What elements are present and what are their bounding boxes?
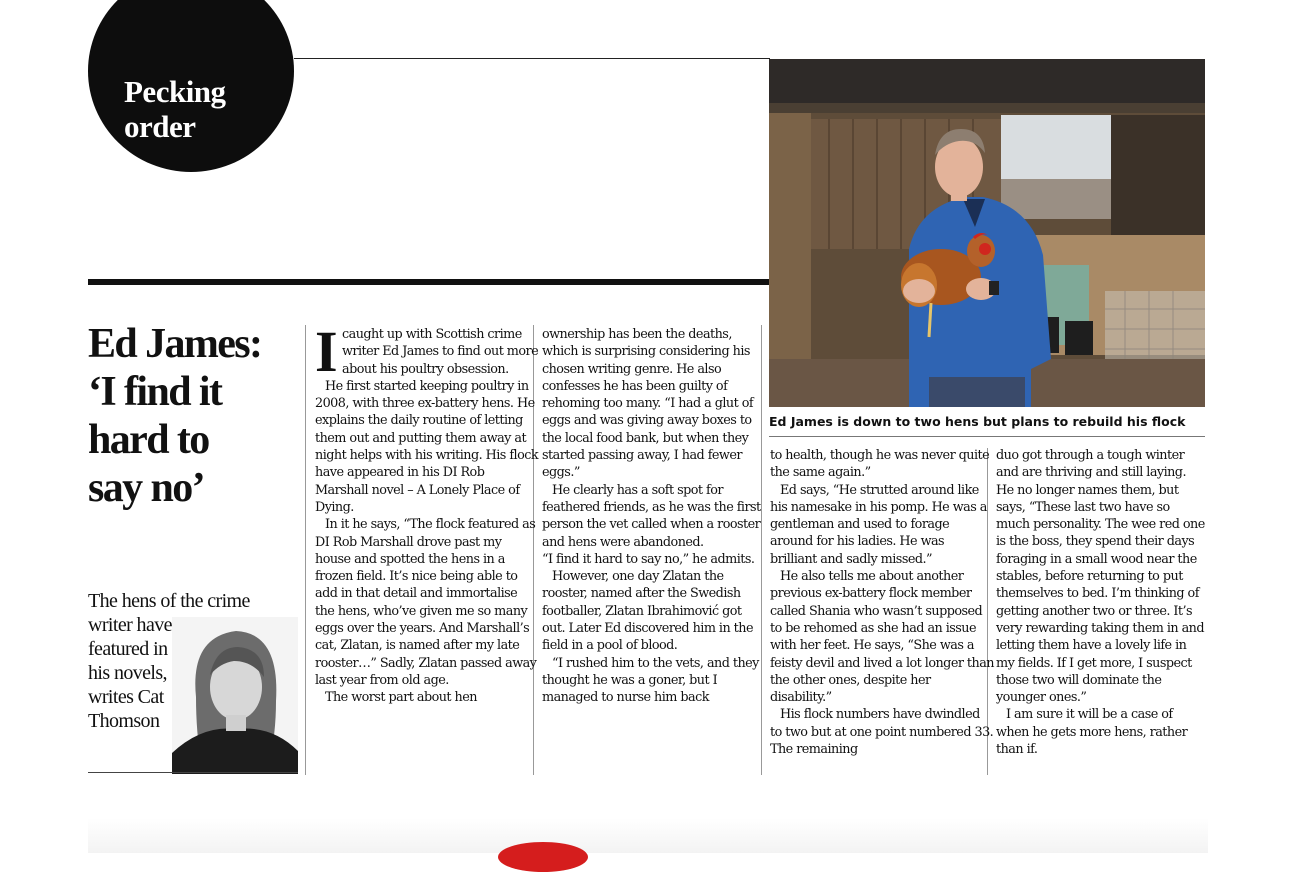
caption-rule bbox=[769, 436, 1205, 437]
paragraph: “I find it hard to say no,” he admits. bbox=[542, 551, 755, 567]
paragraph: In it he says, “The flock featured as DI Rob Marshall drove past my house and spotted the hens in a frozen field. It’s nice being able to add in that detail and immortalise the hens, who’ve given me so many eggs over the years. And Marshall’s cat, Zlatan, is named after my late rooster…” Sadly, Zlatan passed away last year from old age. bbox=[315, 517, 537, 688]
paragraph: His flock numbers have dwindled to two but at one point numbered 33. The remaining bbox=[770, 707, 994, 758]
paragraph: I am sure it will be a case of when he gets more hens, rather than if. bbox=[996, 707, 1188, 758]
paragraph: duo got through a tough winter and are thriving and still laying. He no longer names them, but says, “These last two have so much personality. The wee red one is the boss, they spend their days foraging in a small wood near the stables, before returning to put themselves to bed. I’m thinking of getting another two or three. It’s very rewarding taking them in and letting them have a lovely life in my fields. If I get more, I suspect those two will dominate the younger ones.” bbox=[996, 448, 1205, 706]
article-column-4 bbox=[996, 447, 1206, 758]
standfirst-rule bbox=[88, 772, 298, 773]
author-portrait bbox=[172, 617, 298, 774]
article-column-3 bbox=[770, 447, 994, 758]
standfirst-line3: featured in bbox=[88, 638, 168, 660]
paragraph: “I rushed him to the vets, and they thought he was a goner, but I managed to nurse him back bbox=[542, 655, 759, 706]
drop-cap: I bbox=[315, 319, 338, 384]
paragraph bbox=[315, 319, 539, 384]
article-column-2 bbox=[542, 326, 766, 707]
paragraph: However, one day Zlatan the rooster, named after the Swedish footballer, Zlatan Ibrahimović got out. Later Ed discovered him in the field in a pool of blood. bbox=[542, 569, 753, 654]
headline-rule bbox=[88, 279, 770, 285]
standfirst-line2: writer have bbox=[88, 614, 172, 636]
standfirst-line5: writes Cat bbox=[88, 686, 164, 708]
standfirst-line6: Thomson bbox=[88, 710, 160, 732]
article-column-1 bbox=[315, 319, 539, 707]
section-title-line1: Pecking bbox=[124, 74, 226, 109]
paragraph: He first started keeping poultry in 2008, with three ex-battery hens. He explains the daily routine of letting them out and putting them away at night helps with his writing. His flock have appeared in his DI Rob Marshall novel – A Lonely Place of Dying. bbox=[315, 378, 539, 515]
paragraph: to health, though he was never quite the same again.” bbox=[770, 448, 990, 481]
headline-line1: Ed James: bbox=[88, 321, 262, 367]
paragraph: Ed says, “He strutted around like his namesake in his pomp. He was a gentleman and used to forage around for his ladies. He was brilliant and sadly missed.” bbox=[770, 482, 987, 567]
paragraph-text: caught up with Scottish crime writer Ed James to find out more about his poultry obsession. bbox=[342, 327, 539, 377]
headline-line4: say no’ bbox=[88, 465, 204, 511]
next-page-graphic bbox=[498, 842, 588, 872]
photo-illustration bbox=[769, 59, 1205, 407]
top-rule bbox=[294, 58, 770, 59]
headline-line2: ‘I find it bbox=[88, 369, 222, 415]
article-photo bbox=[769, 59, 1205, 407]
paragraph: The worst part about hen bbox=[325, 690, 477, 706]
paragraph: He also tells me about another previous ex-battery flock member called Shania who wasn’t supposed to be rehomed as she had an issue with her feet. He says, “She was a feisty devil and lived a lot longer than the other ones, despite her disability.” bbox=[770, 569, 994, 706]
headline bbox=[88, 320, 293, 512]
standfirst-line4: his novels, bbox=[88, 662, 167, 684]
author-portrait-illustration bbox=[172, 617, 298, 774]
headline-line3: hard to bbox=[88, 417, 209, 463]
next-page-strip bbox=[88, 818, 1208, 853]
standfirst-line1: The hens of the crime bbox=[88, 590, 250, 612]
section-title bbox=[124, 74, 226, 144]
section-title-line2: order bbox=[124, 109, 196, 144]
photo-caption: Ed James is down to two hens but plans to rebuild his flock bbox=[769, 414, 1186, 429]
paragraph: ownership has been the deaths, which is surprising considering his chosen writing genre. He also confesses he has been guilty of rehoming too many. “I had a glut of eggs and was giving away boxes to the local food bank, but when they started passing away, I had fewer eggs.” bbox=[542, 327, 754, 481]
paragraph: He clearly has a soft spot for feathered friends, as he was the first person the vet called when a rooster and hens were abandoned. bbox=[542, 482, 761, 550]
column-rule-1 bbox=[305, 325, 306, 775]
